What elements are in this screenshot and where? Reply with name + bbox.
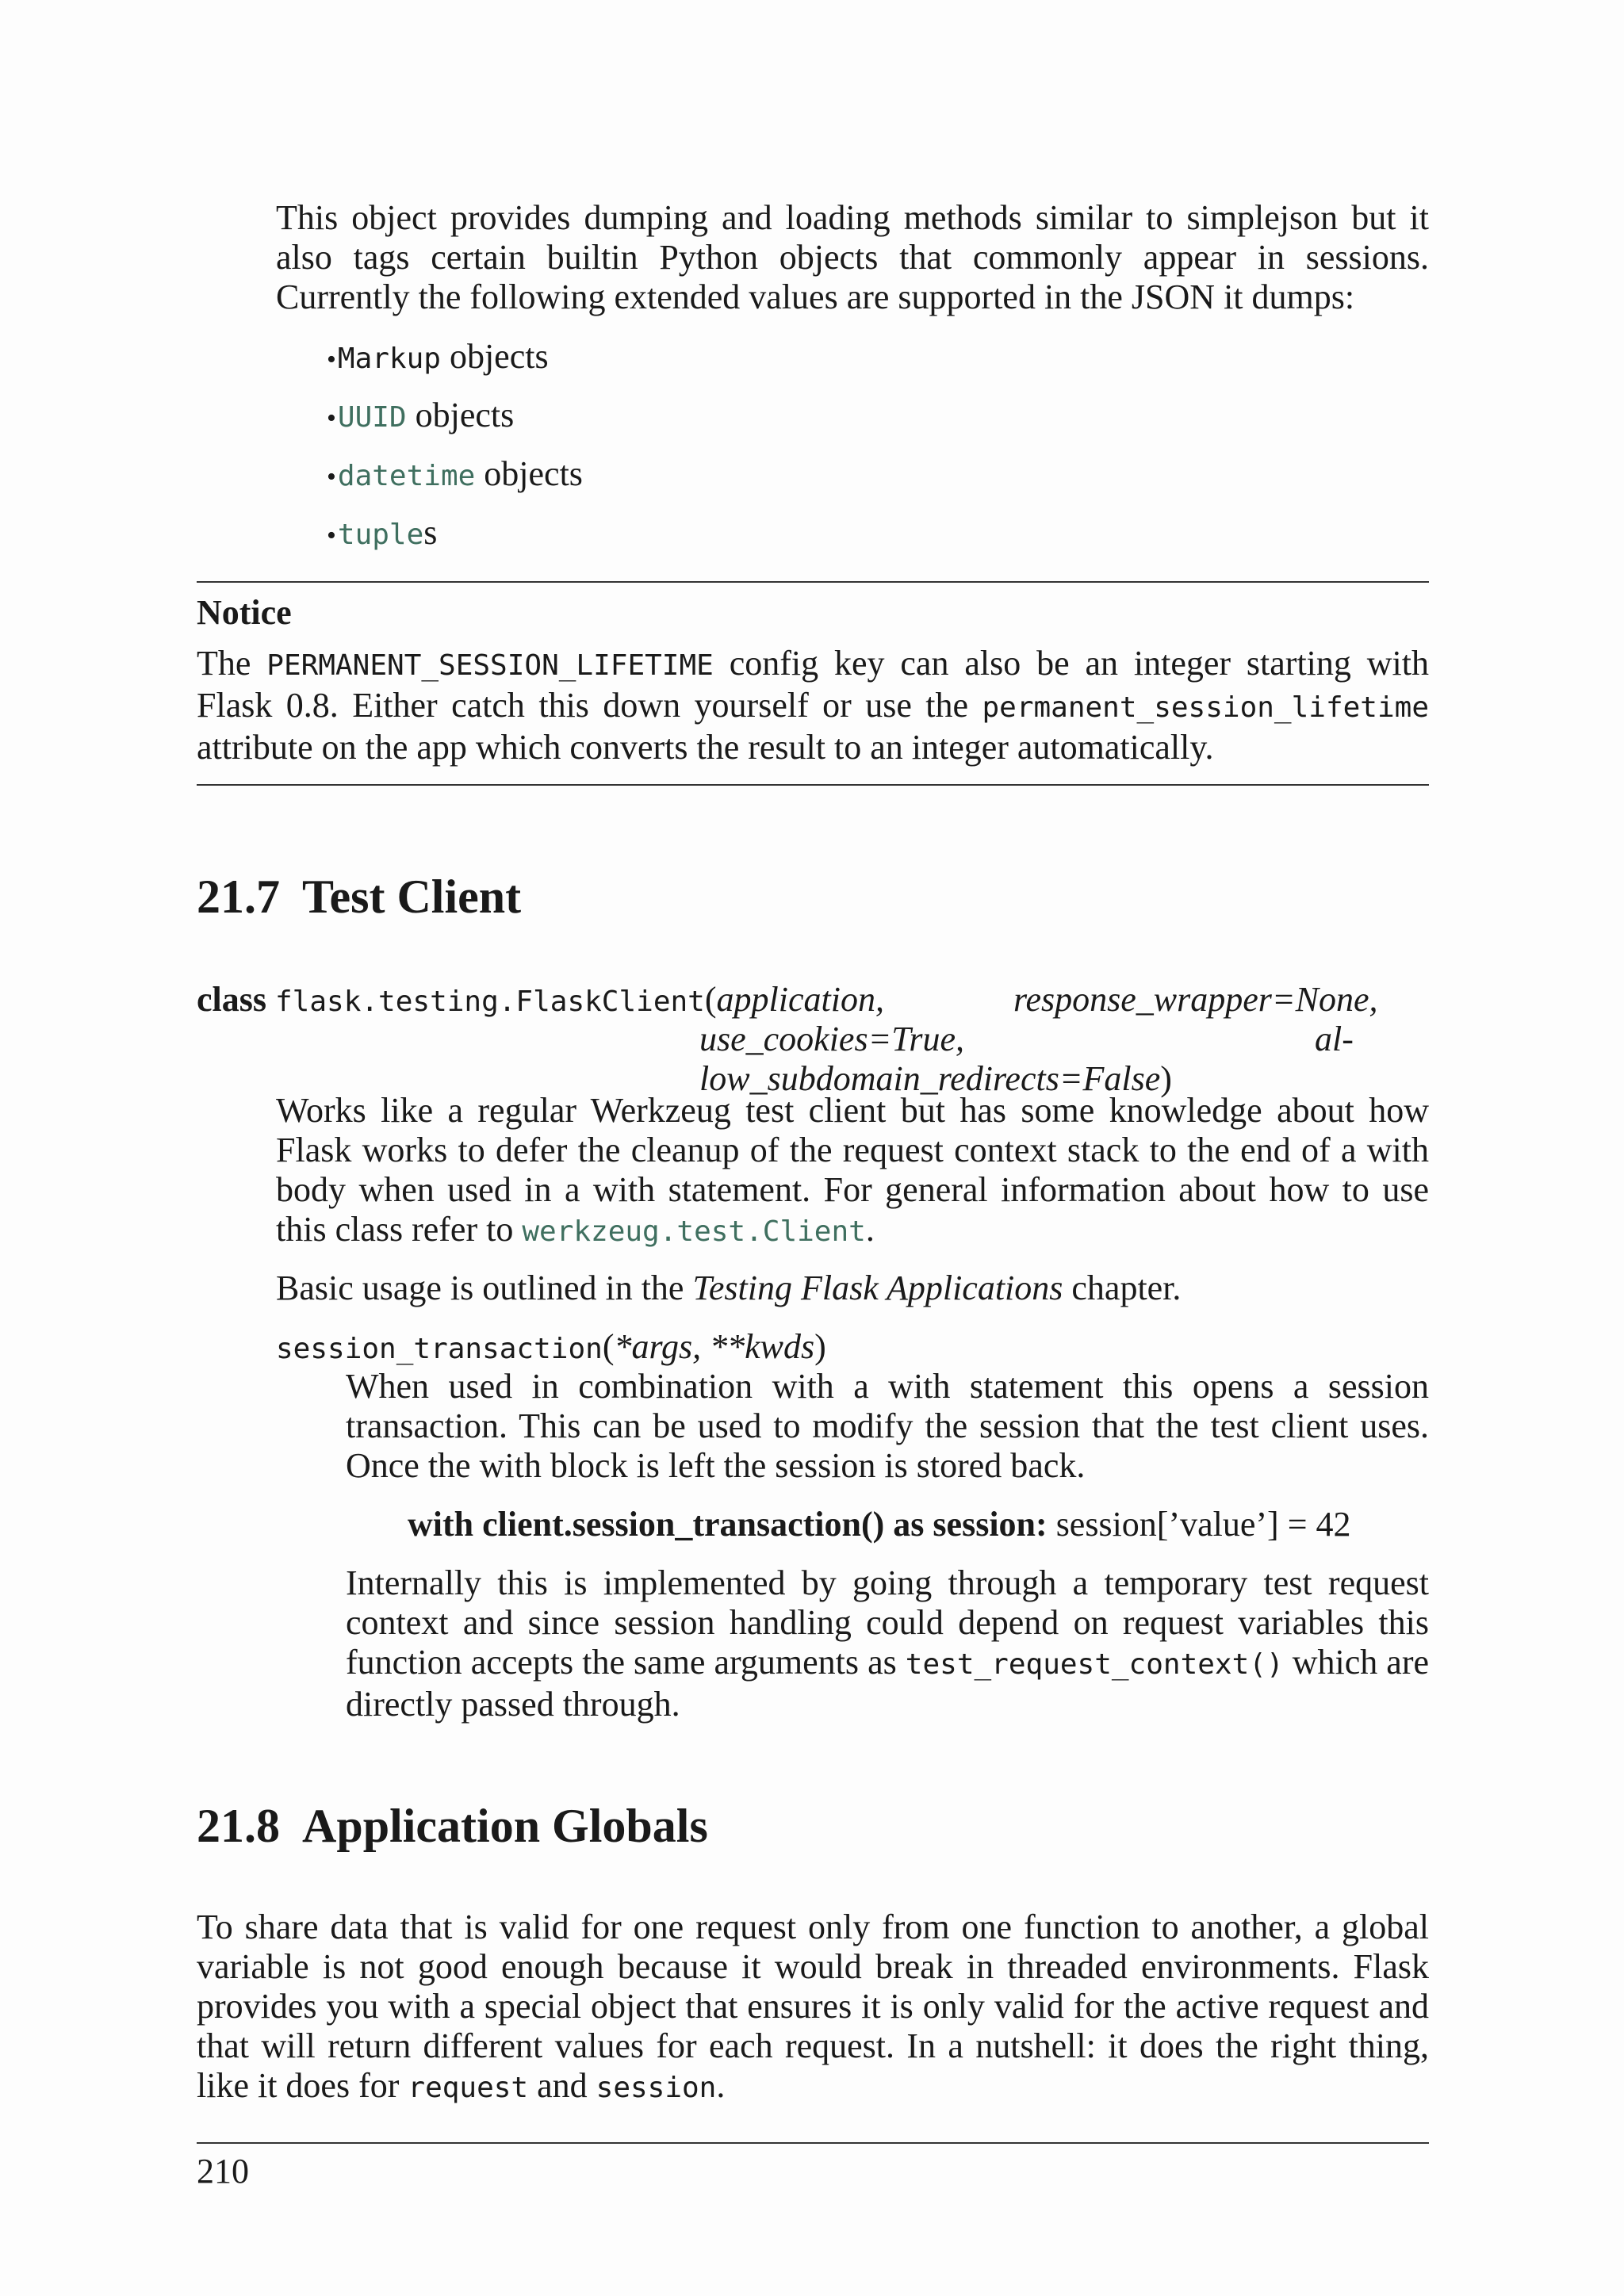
config-key-code: PERMANENT_SESSION_LIFETIME <box>266 649 714 682</box>
param-allow-subdomain: low_subdomain_redirects=False) <box>699 1059 1172 1098</box>
class-signature: class flask.testing.FlaskClient(application, response_wrapper=None, use_cookies=True, al- low_subdomain_redirects=False) <box>197 980 1378 1098</box>
footer-rule <box>197 2142 1429 2144</box>
globals-paragraph: To share data that is valid for one request only from one function to another, a global variable is not good enough because it would break in threaded environments. Flask provides you with a special object that ensures it is only valid for the active request and that will return different values for each request. In a nutshell: it does the right thing, like it does for request and session. <box>197 1908 1429 2105</box>
request-code: request <box>408 2072 529 2104</box>
internal-description: Internally this is implemented by going through a temporary test request context and since session handling could depend on request variables this function accepts the same arguments as test_request_context() which are directly passed through. <box>346 1563 1429 1724</box>
notice-top-rule <box>197 581 1429 583</box>
param-hyphen-fragment: al- <box>1315 1020 1354 1058</box>
bullet-code: Markup <box>337 342 441 375</box>
page-number: 210 <box>197 2152 249 2191</box>
extended-values-list <box>327 336 583 571</box>
class-name: flask.testing.FlaskClient <box>275 985 705 1018</box>
class-keyword: class <box>197 980 266 1019</box>
method-params: *args, **kwds <box>614 1327 815 1366</box>
param-use-cookies: use_cookies=True, <box>699 1020 964 1058</box>
notice-bottom-rule <box>197 784 1429 786</box>
method-name: session_transaction <box>276 1333 603 1365</box>
class-description: Works like a regular Werkzeug test client but has some knowledge about how Flask works to defer the cleanup of the request context stack to the end of a with body when used in a with statement. For general information about how to use this class refer to werkzeug.test.Client. <box>276 1091 1429 1249</box>
list-item: •datetime objects <box>327 454 583 493</box>
intro-paragraph: This object provides dumping and loading methods similar to simplejson but it also tags certain builtin Python objects that commonly appear in sessions. Currently the following extended values are supported in the JSON it dumps: <box>276 198 1429 316</box>
uuid-link[interactable]: UUID <box>337 401 407 434</box>
datetime-link[interactable]: datetime <box>337 460 476 492</box>
test-request-context-code: test_request_context() <box>905 1648 1284 1681</box>
tuple-link[interactable]: tuple <box>337 519 424 551</box>
method-signature: session_transaction(*args, **kwds) <box>276 1327 826 1366</box>
list-item: •tuples <box>327 513 438 552</box>
list-item: •Markup objects <box>327 337 549 376</box>
section-heading-application-globals: 21.8 Application Globals <box>197 1800 708 1852</box>
code-example: with client.session_transaction() as session: session[’value’] = 42 <box>408 1505 1351 1544</box>
notice-body: The PERMANENT_SESSION_LIFETIME config key can also be an integer starting with Flask 0.8. Either catch this down yourself or use the permanent_session_lifetime attribute on the app which converts the result to an integer automatically. <box>197 644 1430 767</box>
usage-paragraph: Basic usage is outlined in the Testing Flask Applications chapter. <box>276 1269 1182 1307</box>
param-response-wrapper: response_wrapper=None, <box>1013 980 1378 1019</box>
werkzeug-client-link[interactable]: werkzeug.test.Client <box>522 1215 866 1248</box>
session-code: session <box>596 2072 717 2104</box>
notice-title: Notice <box>197 593 292 632</box>
method-description: When used in combination with a with statement this opens a session transaction. This can be used to modify the session that the test client uses. Once the with block is left the session is stored back. <box>346 1367 1429 1485</box>
list-item: •UUID objects <box>327 396 515 434</box>
section-heading-test-client: 21.7 Test Client <box>197 871 522 923</box>
attribute-code: permanent_session_lifetime <box>982 691 1429 724</box>
testing-chapter-reference: Testing Flask Applications <box>692 1269 1063 1307</box>
